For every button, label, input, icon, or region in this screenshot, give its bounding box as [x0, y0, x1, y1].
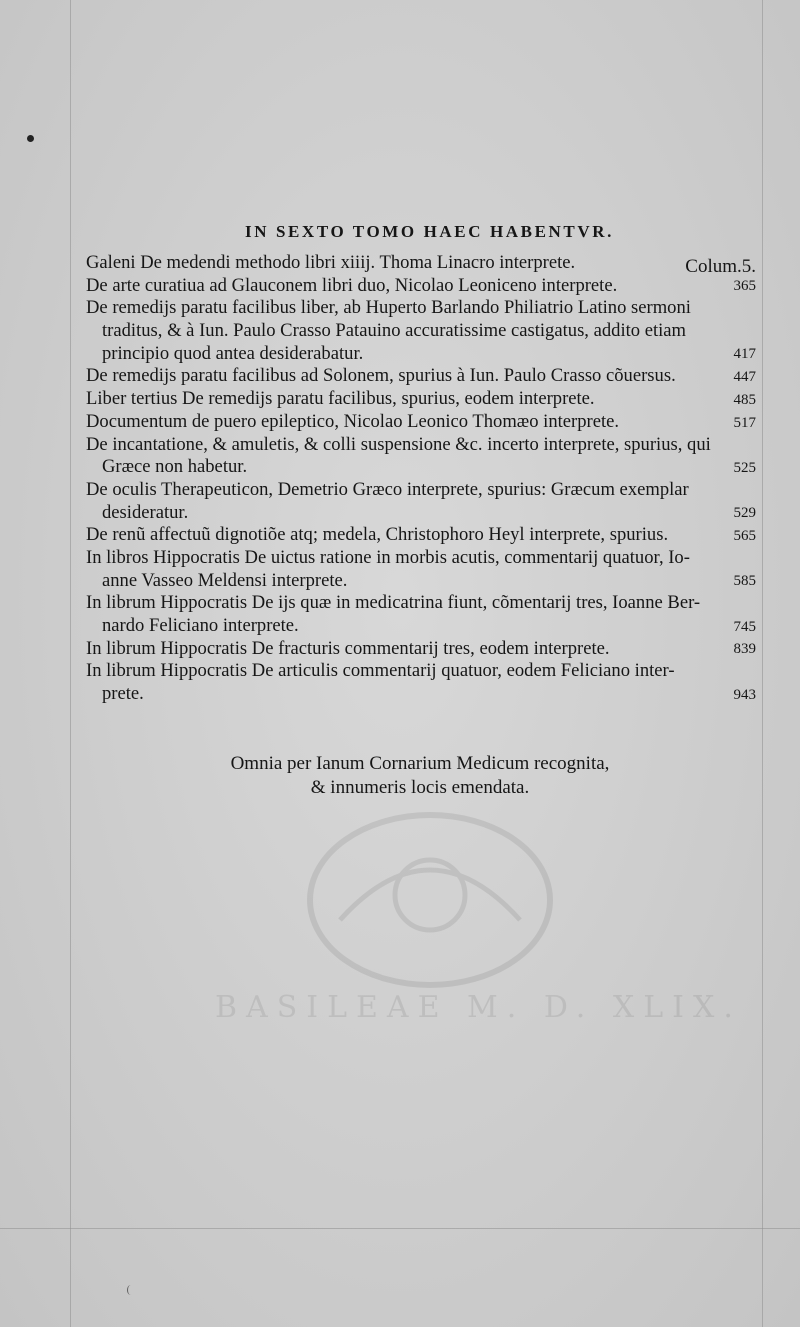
toc-entry-line: Græce non habetur.	[102, 456, 248, 478]
toc-entry	[86, 547, 758, 592]
column-number: 525	[733, 459, 756, 476]
toc-entry	[86, 638, 758, 661]
colophon	[140, 752, 700, 800]
toc-entry-line: In librum Hippocratis De articulis commentarij quatuor, eodem Feliciano inter-	[86, 660, 675, 682]
toc-entry-line: In librum Hippocratis De ijs quæ in medicatrina fiunt, cõmentarij tres, Ioanne Ber-	[86, 592, 701, 614]
column-number: 417	[733, 346, 756, 363]
toc-entry	[86, 297, 758, 365]
toc-entry-line: De incantatione, & amuletis, & colli suspensione &c. incerto interprete, spurius, qui	[86, 433, 711, 455]
column-label: Colum.5.	[685, 256, 756, 277]
column-number: 365	[733, 278, 756, 295]
toc-entry	[86, 660, 758, 705]
column-number: 585	[733, 573, 756, 590]
toc-entry-line: In librum Hippocratis De fracturis commentarij tres, eodem interprete.	[86, 637, 610, 659]
margin-rule-left	[70, 0, 71, 1327]
toc-entry-line: De remedijs paratu facilibus liber, ab Huperto Barlando Philiatrio Latino sermoni	[86, 297, 691, 319]
column-number: 485	[733, 391, 756, 408]
toc-entry-line: Liber tertius De remedijs paratu facilibus, spurius, eodem interprete.	[86, 388, 595, 410]
margin-rule-right	[762, 0, 763, 1327]
colophon-line-2: & innumeris locis emendata.	[310, 777, 530, 798]
toc-entry	[86, 388, 758, 411]
toc-entry-line: nardo Feliciano interprete.	[102, 615, 299, 636]
toc-entry	[86, 479, 758, 524]
toc-entry-line: principio quod antea desiderabatur.	[102, 342, 364, 364]
printer-device-show-through	[300, 800, 560, 1000]
toc-entry	[86, 275, 758, 298]
column-number: 745	[733, 618, 756, 635]
show-through-imprint: BASILEAE M. D. XLIX.	[215, 990, 742, 1025]
toc-entry-line: De oculis Therapeuticon, Demetrio Græco interprete, spurius: Græcum exemplar	[86, 478, 689, 500]
column-number: 565	[733, 527, 756, 544]
toc-entry-line: desideratur.	[102, 501, 189, 523]
toc-entry-line: In libros Hippocratis De uictus ratione in morbis acutis, commentarij quatuor, Io-	[86, 546, 690, 568]
toc-entry	[86, 411, 758, 434]
toc-entry	[86, 252, 758, 275]
table-of-contents	[86, 252, 758, 706]
margin-rule-bottom	[0, 1228, 800, 1229]
toc-entry-line: Galeni De medendi methodo libri xiiij. Thoma Linacro interprete.	[86, 252, 576, 273]
ink-spot	[27, 135, 34, 142]
toc-entry	[86, 434, 758, 479]
toc-entry-line: Documentum de puero epileptico, Nicolao Leonico Thomæo interprete.	[86, 410, 620, 432]
colophon-line-1: Omnia per Ianum Cornarium Medicum recognita,	[230, 753, 610, 774]
page-title: IN SEXTO TOMO HAEC HABENTVR.	[245, 222, 614, 241]
toc-entry-line: anne Vasseo Meldensi interprete.	[102, 569, 348, 591]
column-number: 447	[733, 369, 756, 386]
column-number: 943	[733, 686, 756, 703]
toc-entry-line: De renũ affectuũ dignotiõe atq; medela, Christophoro Heyl interprete, spurius.	[86, 524, 669, 546]
toc-entry	[86, 524, 758, 547]
toc-entry-line: De remedijs paratu facilibus ad Solonem, spurius à Iun. Paulo Crasso cõuersus.	[86, 365, 676, 387]
column-number: 839	[733, 641, 756, 658]
column-number: 517	[733, 414, 756, 431]
toc-entry-line: traditus, & à Iun. Paulo Crasso Patauino accuratissime castigatus, addito etiam	[102, 320, 687, 342]
ink-mark	[127, 1285, 134, 1295]
toc-entry-line: prete.	[102, 683, 144, 705]
toc-entry	[86, 365, 758, 388]
toc-entry-line: De arte curatiua ad Glauconem libri duo, Nicolao Leoniceno interprete.	[86, 274, 618, 296]
toc-entry	[86, 592, 758, 637]
column-number: 529	[733, 505, 756, 522]
